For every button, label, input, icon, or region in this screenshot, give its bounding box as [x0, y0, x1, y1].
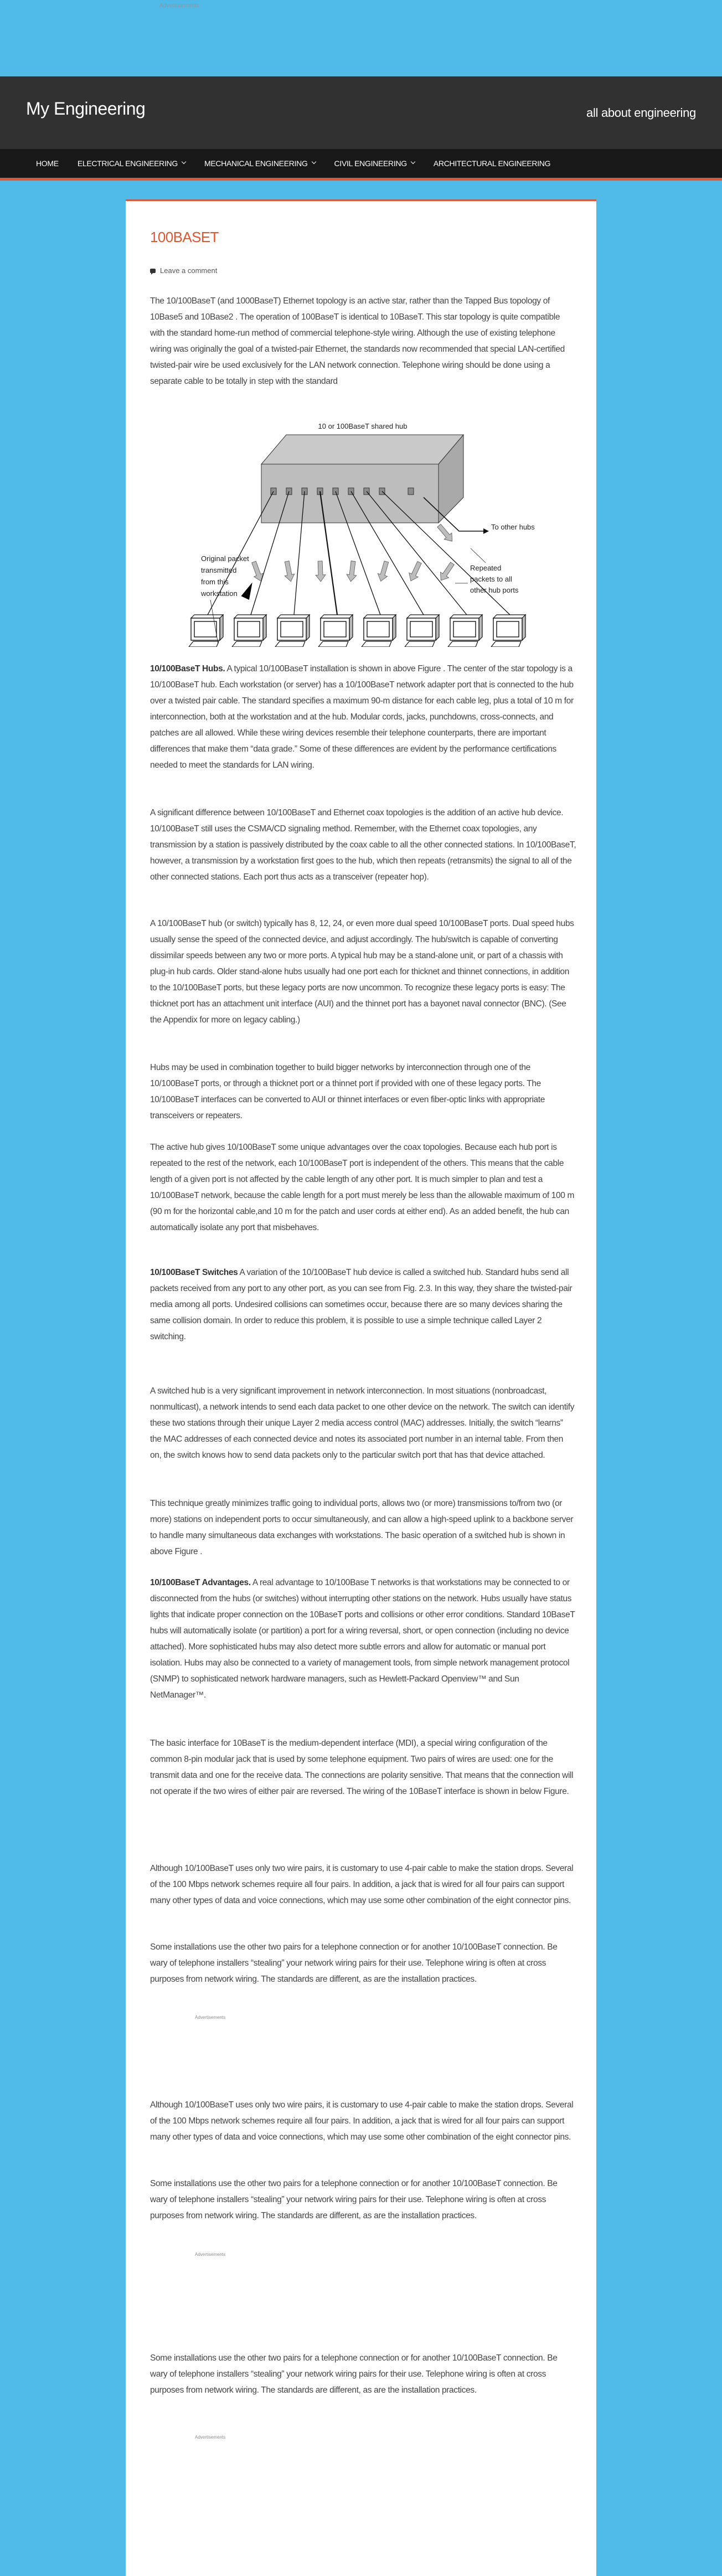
four-pair-paragraph-repeat: Although 10/100BaseT uses only two wire pairs, it is customary to use 4-pair cable to make the station drops. Several of the 100 Mbps network schemes require all four pairs. In addition, a jack that is wired for all four pairs can support many other types of data and voice connections, which may use some other combination of the eight connector pins. — [150, 2100, 574, 2142]
site-title[interactable]: My Engineering — [26, 99, 146, 119]
label-original-4: workstation — [201, 589, 238, 598]
shared-hub-diagram — [176, 414, 552, 647]
hub-port — [408, 488, 414, 495]
workstation-keyboard — [275, 641, 305, 647]
switches-paragraph — [150, 1264, 576, 1345]
nav-accent-bar — [0, 178, 722, 181]
repeat-arrow-icon — [406, 561, 424, 583]
workstation-monitor-top — [364, 615, 396, 618]
workstation-screen — [324, 621, 346, 637]
other-pairs-paragraph-repeat: Some installations use the other two pairs for a telephone connection or for another 10/100BaseT connection. Be wary of telephone installers “stealing” your network wiring pairs for their use. Telephone wiring is often at cross purposes from network wiring. The standards are different, as are the installation practices. — [150, 2179, 558, 2220]
workstation-monitor-top — [450, 615, 482, 618]
advantages-text: A real advantage to 10/100Base T networks is that workstations may be connected to or disconnected from the hubs (or switches) without interrupting other stations on the network. Hubs usually have status lights that indicate proper connection on the 10BaseT ports and collisions or other error conditions. Standard 10BaseT hubs will automatically isolate (or partition) a port for a wiring reversal, short, or open connection (including no device attached). More sophisticated hubs may also detect more subtle errors and allow for automatic or manual port isolation. Hubs may also be connected to a variety of management tools, from simple network management protocol (SNMP) to sophisticated network hardware managers, such as Hewlett-Packard Openview™ and Sun NetManager™. — [150, 1578, 575, 1700]
repeat-arrow-icon — [249, 560, 266, 583]
workstation-screen — [367, 621, 389, 637]
workstation-monitor-side — [220, 615, 223, 640]
post-card — [126, 199, 596, 2576]
uplink-arrowhead-icon — [483, 528, 489, 534]
switches-text: A variation of the 10/100BaseT hub device is called a switched hub. Standard hubs send all packets received from any port to any other port, as you can see from Fig. 2.3. In this way, they share the twisted-pair media among all ports. Undesired collisions can sometimes occur, because there are so many devices sharing the same collision domain. In order to reduce this problem, it is possible to use a simple technique called Layer 2 switching. — [150, 1268, 573, 1341]
nav-item-civil-engineering[interactable] — [334, 159, 415, 168]
nav-label: ARCHITECTURAL ENGINEERING — [433, 159, 551, 168]
chevron-down-icon — [182, 160, 186, 164]
switched-hub-paragraph-1: A switched hub is a very significant improvement in network interconnection. In most situations (nonbroadcast, nonmulticast), a network intends to send each data packet to one other device on the network. The switch can identify these two stations through their unique Layer 2 media access control (MAC) addresses. Initially, the switch “learns” the MAC addresses of each connected device and notes its associated port number in an internal table. From then on, the switch knows how to send data packets only to the particular switch port that has that device attached. — [150, 1386, 575, 1460]
advertisements-label: Advertisements — [195, 2252, 226, 2257]
label-repeated-3: other hub ports — [470, 586, 519, 594]
workstation-monitor-top — [493, 615, 525, 618]
workstation-monitor-top — [407, 615, 439, 618]
nav-item-home[interactable] — [36, 159, 59, 168]
hub-top-face — [261, 435, 463, 464]
workstation-monitor-side — [393, 615, 396, 640]
advertisements-label: Advertisements — [159, 3, 199, 9]
workstation-keyboard — [491, 641, 521, 647]
advantages-paragraph — [150, 1575, 576, 1703]
comment-icon — [150, 269, 156, 273]
workstation-monitor-side — [436, 615, 439, 640]
advertisements-label: Advertisements — [195, 2435, 226, 2440]
repeat-arrow-shape — [406, 561, 424, 583]
main-navigation — [0, 149, 722, 178]
repeat-arrow-icon — [282, 561, 296, 583]
workstation-screen — [281, 621, 303, 637]
label-repeated-2: packets to all — [470, 575, 512, 583]
repeat-arrows — [249, 522, 456, 583]
figure-title: 10 or 100BaseT shared hub — [318, 422, 408, 430]
repeat-arrow-shape — [376, 560, 391, 583]
repeat-arrow-shape — [282, 561, 296, 583]
label-original-2: transmitted — [201, 566, 237, 574]
other-pairs-paragraph: Some installations use the other two pairs for a telephone connection or for another 10/100BaseT connection. Be wary of telephone installers “stealing” your network wiring pairs for their use. Telephone wiring is often at cross purposes from network wiring. The standards are different, as are the installation practices. — [150, 1942, 558, 1984]
workstation-screen — [453, 621, 476, 637]
post-meta — [150, 266, 217, 275]
workstation-monitor-top — [277, 615, 310, 618]
workstation-keyboard — [362, 641, 391, 647]
workstation-keyboard — [232, 641, 262, 647]
repeat-arrow-icon — [315, 561, 326, 582]
workstation-monitor-side — [349, 615, 353, 640]
workstation-screen — [497, 621, 519, 637]
workstations — [189, 615, 525, 647]
workstation-screen — [410, 621, 432, 637]
workstation-monitor-side — [263, 615, 266, 640]
four-pair-paragraph: Although 10/100BaseT uses only two wire pairs, it is customary to use 4-pair cable to make the station drops. Several of the 100 Mbps network schemes require all four pairs. In addition, a jack that is wired for all four pairs can support many other types of data and voice connections, which may use some other combination of the eight connector pins. — [150, 1864, 574, 1905]
label-original-3: from this — [201, 578, 229, 586]
repeat-arrow-shape — [249, 560, 266, 583]
workstation-screen — [238, 621, 260, 637]
workstation-monitor-top — [321, 615, 353, 618]
workstation-keyboard — [318, 641, 348, 647]
workstation-monitor-side — [522, 615, 525, 640]
workstation-screen — [194, 621, 216, 637]
repeat-arrow-icon — [376, 560, 391, 583]
workstation-keyboard — [448, 641, 478, 647]
other-pairs-paragraph-repeat-2: Some installations use the other two pairs for a telephone connection or for another 10/100BaseT connection. Be wary of telephone installers “stealing” your network wiring pairs for their use. Telephone wiring is often at cross purposes from network wiring. The standards are different, as are the installation practices. — [150, 2353, 558, 2395]
nav-label: ELECTRICAL ENGINEERING — [77, 159, 178, 168]
nav-item-electrical-engineering[interactable] — [78, 159, 185, 168]
advertisements-label: Advertisements — [195, 2015, 226, 2020]
hubs-paragraph — [150, 661, 576, 773]
nav-label: CIVIL ENGINEERING — [334, 159, 407, 168]
workstation-keyboard — [405, 641, 435, 647]
mdi-paragraph: The basic interface for 10BaseT is the medium-dependent interface (MDI), a special wiring configuration of the common 8-pin modular jack that is used by some telephone equipment. Two pairs of wires are used: one for the transmit data and one for the receive data. The connections are polarity sensitive. That means that the connection will not operate if the two wires of either pair are reversed. The wiring of the 10BaseT interface is shown in below Figure. — [150, 1739, 574, 1796]
annotation-line — [471, 548, 486, 563]
active-hub-paragraph: The active hub gives 10/100BaseT some unique advantages over the coax topologies. Because each hub port is repeated to the rest of the network, each 10/100BaseT port is independent of the others. This means that the cable length of a given port is not affected by the cable length of any other port. It is much simpler to plan and test a 10/100BaseT network, because the cable length for a port must merely be less than the allowable maximum of 100 m (90 m for the horizontal cable,and 10 m for the patch and user cords at either end). As an added benefit, the hub can automatically isolate any port that misbehaves. — [150, 1143, 575, 1232]
switches-heading: 10/100BaseT Switches — [150, 1268, 238, 1277]
nav-item-mechanical-engineering[interactable] — [204, 159, 316, 168]
nav-label: HOME — [36, 159, 59, 168]
nav-label: MECHANICAL ENGINEERING — [204, 159, 308, 168]
svg-text:Original packet transm — [200, 554, 251, 598]
label-repeated-1: Repeated — [470, 564, 502, 572]
label-original-1: Original packet — [201, 554, 249, 563]
chevron-down-icon — [411, 160, 415, 164]
ports-paragraph: A 10/100BaseT hub (or switch) typically has 8, 12, 24, or even more dual speed 10/100BaseT ports. Dual speed hubs usually sense the speed of the connected device, and adjust accordingly. The hub/switch is capable of converting dissimilar speeds between any two or more ports. A typical hub may be a stand-alone unit, or part of a chassis with plug-in hub cards. Older stand-alone hubs usually had one port each for thicknet and thinnet connections, in addition to the 10/100BaseT ports, but these legacy ports are now uncommon. To recognize these legacy ports is easy: The thicknet port has an attachment unit interface (AUI) and the thinnet port has a bayonet naval connector (BNC). (See the Appendix for more on legacy cabling.) — [150, 919, 574, 1025]
original-packet-arrow-icon — [241, 580, 256, 600]
hubs-text: A typical 10/100BaseT installation is shown in above Figure . The center of the star topology is a 10/100BaseT hub. Each workstation (or server) has a 10/100BaseT network adapter port that is connected to the hub over a twisted pair cable. The standard specifies a maximum 90-m distance for each cable leg, plus a total of 10 m for interconnection, both at the workstation and at the hub. Modular cords, jacks, punchdowns, cross-connects, and patches are all allowed. While these wiring devices resemble their telephone counterparts, there are important differences that make them “data grade.” Some of these differences are evident by the performance certifications needed to meet the standards for LAN wiring. — [150, 664, 574, 770]
repeat-arrow-shape — [315, 561, 326, 582]
advantages-heading: 10/100BaseT Advantages. — [150, 1578, 251, 1587]
leave-comment-link[interactable]: Leave a comment — [160, 266, 218, 275]
workstation-monitor-side — [306, 615, 310, 640]
difference-paragraph: A significant difference between 10/100BaseT and Ethernet coax topologies is the addition of an active hub device. 10/100BaseT still uses the CSMA/CD signaling method. Remember, with the Ethernet coax topologies, any transmission by a station is passively distributed by the coax cable to all the other connected stations. In 10/100BaseT, however, a transmission by a workstation first goes to the hub, which then repeats (retransmits) the signal to all of the other connected stations. Each port thus acts as a transceiver (repeater hop). — [150, 808, 576, 882]
workstation-monitor-top — [234, 615, 266, 618]
site-header — [0, 76, 722, 149]
post-title[interactable]: 100BASET — [150, 229, 219, 245]
repeat-arrow-shape — [437, 561, 457, 583]
repeat-arrow-icon — [437, 561, 457, 583]
workstation-monitor-side — [479, 615, 482, 640]
combination-paragraph: Hubs may be used in combination together to build bigger networks by interconnection through one of the 10/100BaseT ports, or through a thicknet port or a thinnet port if provided with one of these legacy ports. The 10/100BaseT interfaces can be converted to AUI or thinnet interfaces or even fiber-optic links with appropriate transceivers or repeaters. — [150, 1063, 545, 1120]
workstation-keyboard — [189, 641, 219, 647]
hubs-heading: 10/100BaseT Hubs. — [150, 664, 225, 673]
workstation-monitor-top — [191, 615, 223, 618]
repeat-arrow-icon — [346, 561, 358, 582]
site-tagline: all about engineering — [586, 106, 696, 120]
svg-text:To other hubs — [491, 523, 535, 531]
repeat-arrow-shape — [346, 561, 358, 582]
switched-hub-paragraph-2: This technique greatly minimizes traffic going to individual ports, allows two (or more) transmissions to/from two (or more) stations on independent ports to occur simultaneously, and can allow a high-speed uplink to a backbone server to handle many simultaneous data exchanges with workstations. The basic operation of a switched hub is shown in above Figure . — [150, 1499, 574, 1556]
svg-text:Repeated packets to al — [470, 564, 519, 594]
label-to-other-hubs: To other hubs — [491, 523, 535, 531]
chevron-down-icon — [311, 160, 316, 164]
nav-item-architectural-engineering[interactable] — [434, 159, 550, 168]
intro-paragraph: The 10/100BaseT (and 1000BaseT) Ethernet topology is an active star, rather than the Tapped Bus topology of 10Base5 and 10Base2 . The operation of 100BaseT is identical to 10BaseT. This star topology is quite compatible with the standard home-run method of commercial telephone-style wiring. Although the use of existing telephone wiring was originally the goal of a twisted-pair Ethernet, the standards now recommended that special LAN-certified twisted-pair wire be used exclusively for the LAN network connection. Telephone wiring should be done using a separate cable to be totally in step with the standard — [150, 296, 565, 386]
